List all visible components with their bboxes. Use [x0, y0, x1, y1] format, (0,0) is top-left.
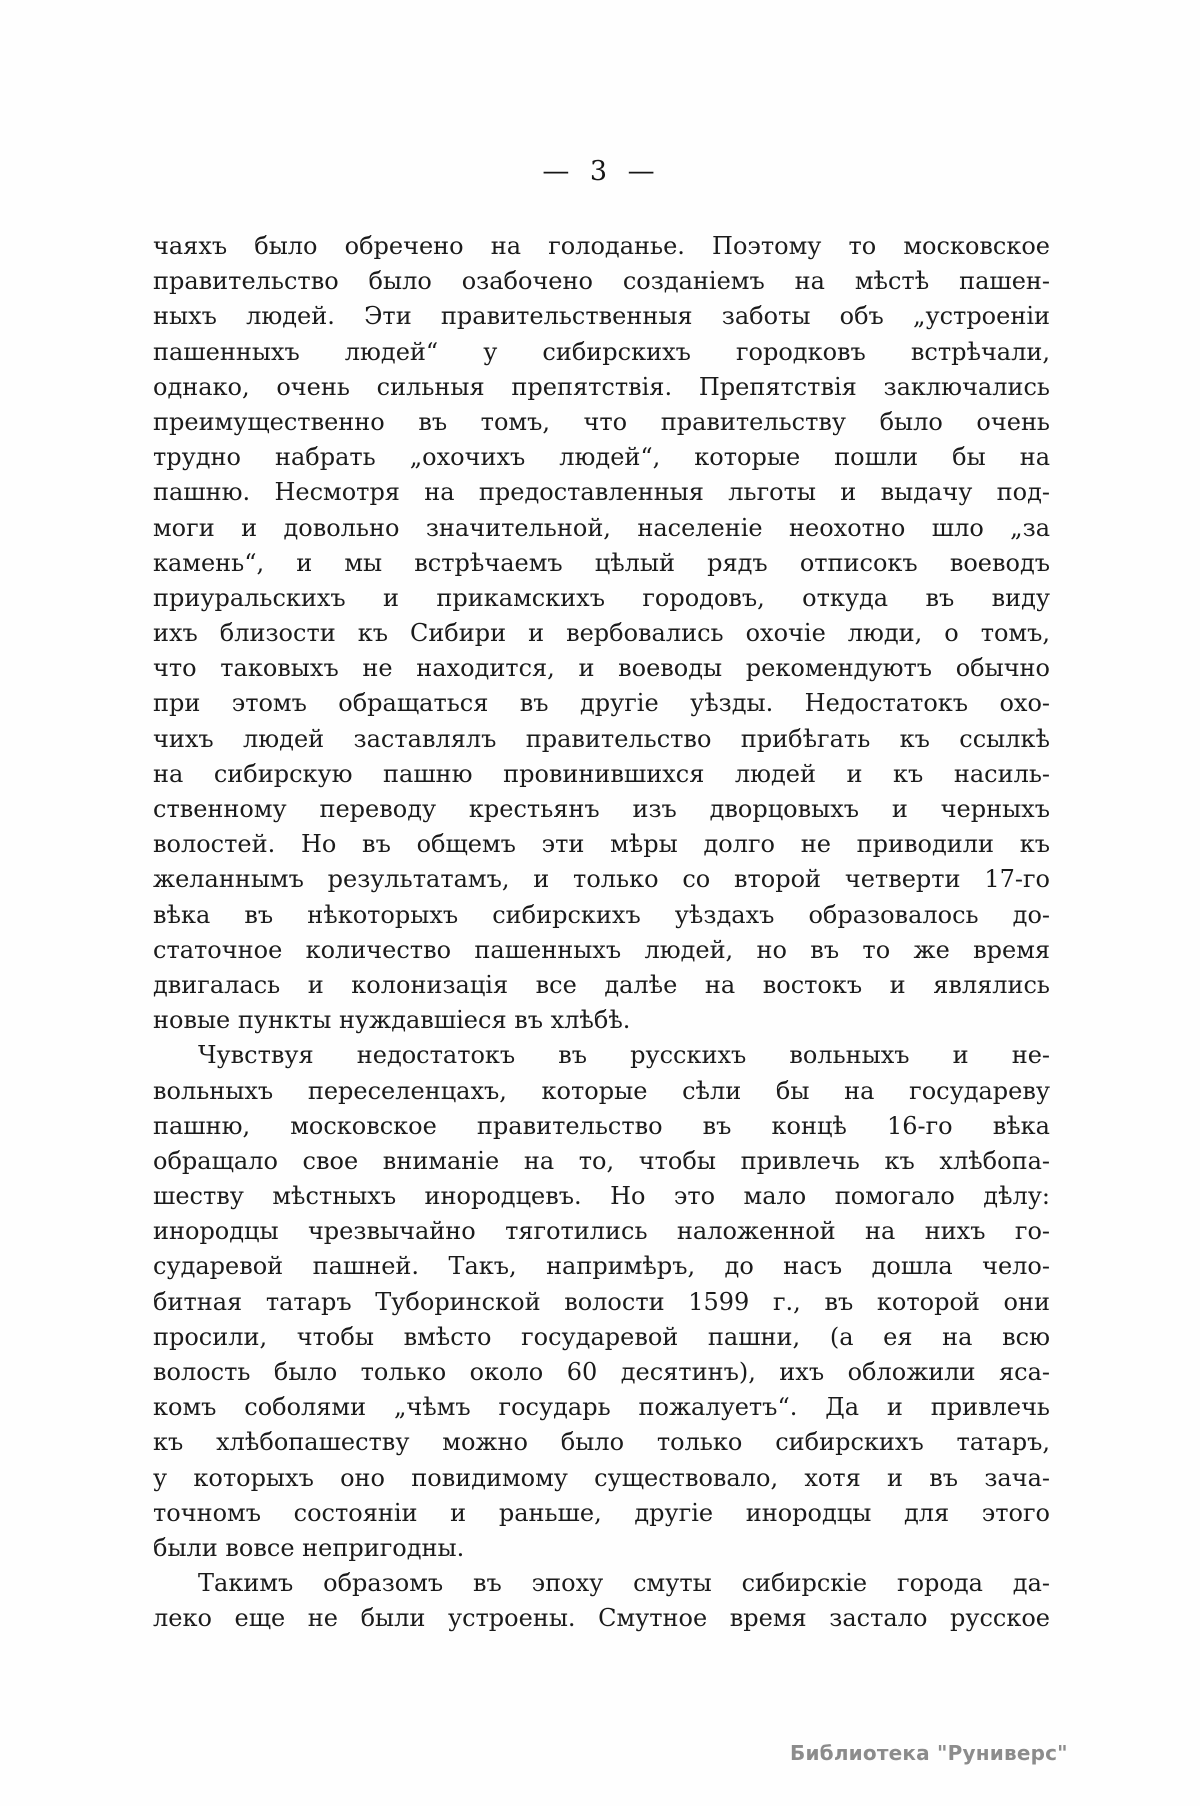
text-line: ихъ близости къ Сибири и вербовались охочіе люди, о томъ,	[153, 619, 1050, 648]
text-line: приуральскихъ и прикамскихъ городовъ, откуда въ виду	[153, 583, 1050, 612]
library-watermark: Библиотека "Руниверс"	[790, 1741, 1068, 1765]
text-line: статочное количество пашенныхъ людей, но въ то же время	[153, 935, 1050, 964]
text-line: пашню. Несмотря на предоставленныя льготы и выдачу под-	[153, 478, 1050, 507]
text-line: двигалась и колонизація все далѣе на востокъ и являлись	[153, 970, 1050, 999]
text-line: пашенныхъ людей“ у сибирскихъ городковъ встрѣчали,	[153, 337, 1050, 366]
text-line: моги и довольно значительной, населеніе неохотно шло „за	[153, 513, 1050, 542]
page-text-block	[153, 229, 1050, 1637]
text-line: - битная татаръ Туборинской волости 1599 г., въ которой они	[153, 1285, 1050, 1320]
text-line: просили, чтобы вмѣсто государевой пашни, (а ея на всю	[153, 1322, 1050, 1351]
text-line: чихъ людей заставлялъ правительство прибѣгать къ ссылкѣ	[153, 724, 1050, 753]
text-line: шеству мѣстныхъ инородцевъ. Но это мало помогало дѣлу:	[153, 1182, 1050, 1211]
text-line: правительство было озабочено созданіемъ на мѣстѣ пашен-	[153, 267, 1050, 296]
text-line: Такимъ образомъ въ эпоху смуты сибирскіе города да-	[198, 1569, 1050, 1598]
text-line: леко еще не были устроены. Смутное время застало русское	[153, 1604, 1050, 1633]
text-line: къ хлѣбопашеству можно было только сибирскихъ татаръ,	[153, 1428, 1050, 1457]
text-line: камень“, и мы встрѣчаемъ цѣлый рядъ отписокъ воеводъ	[153, 548, 1050, 577]
text-line: сударевой пашней. Такъ, напримѣръ, до насъ дошла чело-	[153, 1252, 1050, 1281]
text-line: волость было только около 60 десятинъ), ихъ обложили яса-	[153, 1358, 1050, 1386]
text-line: Чувствуя недостатокъ въ русскихъ вольныхъ и не-	[198, 1041, 1050, 1070]
text-line: при этомъ обращаться въ другіе уѣзды. Недостатокъ охо-	[153, 689, 1050, 718]
text-line: на сибирскую пашню провинившихся людей и къ насиль-	[153, 759, 1050, 788]
text-line: вольныхъ переселенцахъ, которые сѣли бы на государеву	[153, 1076, 1050, 1105]
text-line: однако, очень сильныя препятствія. Препятствія заключались	[153, 372, 1050, 401]
text-line: обращало свое вниманіе на то, чтобы привлечь къ хлѣбопа-	[153, 1146, 1050, 1175]
text-line: преимущественно въ томъ, что правительству было очень	[153, 407, 1050, 436]
text-line: трудно набрать „охочихъ людей“, которые пошли бы на	[153, 443, 1050, 472]
text-line: волостей. Но въ общемъ эти мѣры долго не приводили къ	[153, 830, 1050, 859]
text-line: инородцы чрезвычайно тяготились наложенной на нихъ го-	[153, 1217, 1050, 1246]
text-line: пашню, московское правительство въ концѣ 16-го вѣка	[153, 1111, 1050, 1140]
text-line: новые пункты нуждавшіеся въ хлѣбѣ.	[153, 1006, 631, 1035]
text-line: ныхъ людей. Эти правительственныя заботы объ „устроеніи	[153, 302, 1050, 331]
text-line: комъ соболями „чѣмъ государь пожалуетъ“. Да и привлечь	[153, 1393, 1050, 1422]
text-line: - точномъ состояніи и раньше, другіе инородцы для этого	[153, 1496, 1050, 1531]
text-line: у которыхъ оно повидимому существовало, хотя и въ зача-	[153, 1463, 1050, 1492]
text-line: были вовсе непригодны.	[153, 1533, 465, 1562]
text-line: ственному переводу крестьянъ изъ дворцовыхъ и черныхъ	[153, 795, 1050, 823]
page-number: — 3 —	[542, 156, 661, 187]
text-line: вѣка въ нѣкоторыхъ сибирскихъ уѣздахъ образовалось до-	[153, 900, 1050, 929]
text-line: чаяхъ было обречено на голоданье. Поэтому то московское	[153, 232, 1050, 260]
text-line: желаннымъ результатамъ, и только со второй четверти 17-го	[153, 865, 1050, 894]
text-line: что таковыхъ не находится, и воеводы рекомендуютъ обычно	[153, 654, 1050, 683]
